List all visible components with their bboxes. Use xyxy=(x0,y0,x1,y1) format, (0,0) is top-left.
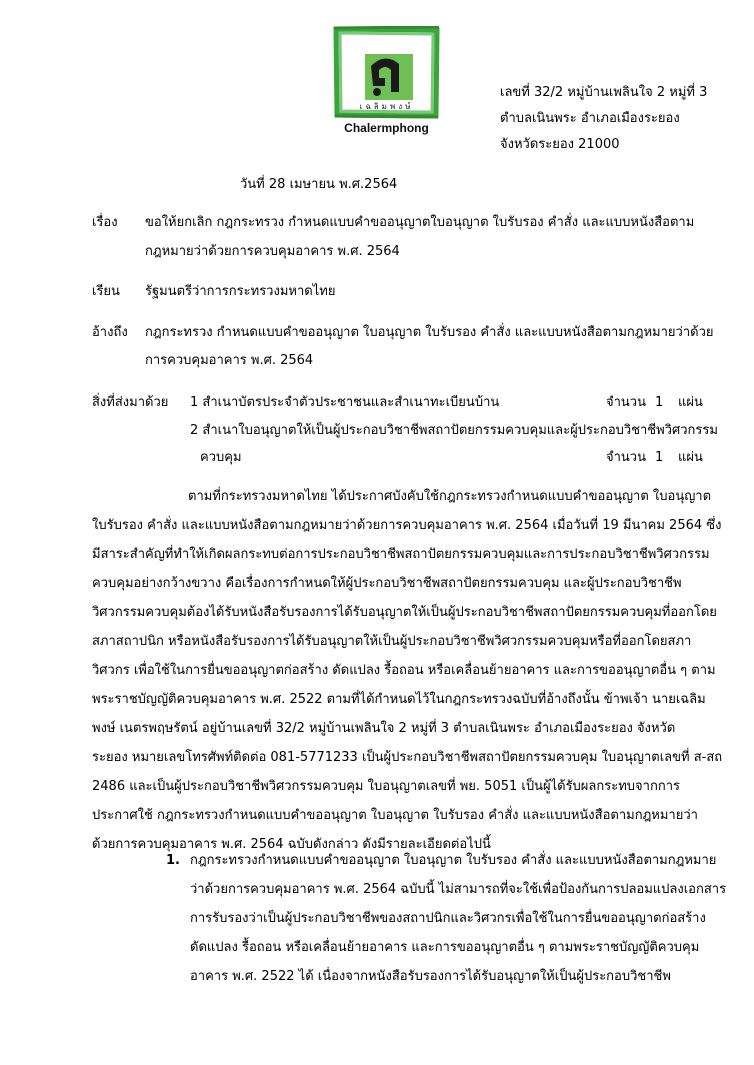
body-line: มีสาระสำคัญที่ทำให้เกิดผลกระทบต่อการประกอบวิชาชีพสถาปัตยกรรมควบคุมและการประกอบวิชาชีพวิศวกรรม xyxy=(92,547,710,562)
subject-line-2: กฎหมายว่าด้วยการควบคุมอาคาร พ.ศ. 2564 xyxy=(145,244,400,259)
body-line: 2486 และเป็นผู้ประกอบวิชาชีพวิศวกรรมควบคุม ใบอนุญาตเลขที่ พย. 5051 เป็นผู้ได้รับผลกระทบจากการ xyxy=(92,779,680,794)
body-line: ระยอง หมายเลขโทรศัพท์ติดต่อ 081-5771233 เป็นผู้ประกอบวิชาชีพสถาปัตยกรรมควบคุม ใบอนุญาตเลขที่ ส-สถ xyxy=(92,750,723,765)
enclosure-1-unit: แผ่น xyxy=(678,395,703,410)
item-1-line: การรับรองว่าเป็นผู้ประกอบวิชาชีพของสถาปนิกและวิศวกรเพื่อใช้ในการยื่นขออนุญาตก่อสร้าง xyxy=(190,911,706,926)
sender-address xyxy=(500,80,707,158)
address-line-3: จังหวัดระยอง 21000 xyxy=(500,137,620,152)
item-1-text xyxy=(190,846,727,991)
address-line-2: ตำบลเนินพระ อำเภอเมืองระยอง xyxy=(500,111,680,126)
logo-emblem xyxy=(333,26,440,135)
addressee-label: เรียน xyxy=(92,284,120,299)
letter-date: วันที่ 28 เมษายน พ.ศ.2564 xyxy=(240,177,398,192)
body-line: ควบคุมอย่างกว้างขวาง คือเรื่องการกำหนดให้ผู้ประกอบวิชาชีพสถาปัตยกรรมควบคุม และผู้ประกอบวิชาชีพ xyxy=(92,576,682,591)
enclosure-2-qty-label: จำนวน xyxy=(606,450,646,465)
enclosure-item-1: 1 สำเนาบัตรประจำตัวประชาชนและสำเนาทะเบียนบ้าน xyxy=(190,395,500,410)
enclosure-2-qty: 1 xyxy=(655,450,664,465)
reference-line-2: การควบคุมอาคาร พ.ศ. 2564 xyxy=(145,353,314,368)
enclosure-item-2: 2 สำเนาใบอนุญาตให้เป็นผู้ประกอบวิชาชีพสถาปัตยกรรมควบคุมและผู้ประกอบวิชาชีพวิศวกรรม xyxy=(190,423,718,438)
body-line: ตามที่กระทรวงมหาดไทย ได้ประกาศบังคับใช้กฎกระทรวงกำหนดแบบคำขออนุญาต ใบอนุญาต xyxy=(188,489,712,504)
subject-line-1: ขอให้ยกเลิก กฎกระทรวง กำหนดแบบคำขออนุญาตใบอนุญาต ใบรับรอง คำสั่ง และแบบหนังสือตาม xyxy=(145,215,695,230)
body-line: ด้วยการควบคุมอาคาร พ.ศ. 2564 ฉบับดังกล่าว ดังมีรายละเอียดต่อไปนี้ xyxy=(92,837,491,852)
item-1-number: 1. xyxy=(166,853,180,868)
logo-emblem-text: เฉลิมพงษ์ xyxy=(359,102,414,111)
reference-line-1: กฎกระทรวง กำหนดแบบคำขออนุญาต ใบอนุญาต ใบรับรอง คำสั่ง และแบบหนังสือตามกฎหมายว่าด้วย xyxy=(145,325,714,340)
body-line: ใบรับรอง คำสั่ง และแบบหนังสือตามกฎหมายว่าด้วยการควบคุมอาคาร พ.ศ. 2564 เมื่อวันที่ 19 มีนาคม 2564 ซึ่ง xyxy=(92,518,722,533)
body-paragraph xyxy=(92,482,723,859)
item-1-line: กฎกระทรวงกำหนดแบบคำขออนุญาต ใบอนุญาต ใบรับรอง คำสั่ง และแบบหนังสือตามกฎหมาย xyxy=(190,853,717,868)
body-line: วิศวกร เพื่อใช้ในการยื่นขออนุญาตก่อสร้าง ดัดแปลง รื้อถอน หรือเคลื่อนย้ายอาคาร และการขออนุญาตอื่น ๆ ตาม xyxy=(92,663,716,678)
address-line-1: เลขที่ 32/2 หมู่บ้านเพลินใจ 2 หมู่ที่ 3 xyxy=(500,85,708,100)
body-line: วิศวกรรมควบคุมต้องได้รับหนังสือรับรองการได้รับอนุญาตให้เป็นผู้ประกอบวิชาชีพสถาปัตยกรรมควบคุมที่ออกโดย xyxy=(92,605,717,620)
body-line: พงษ์ เนตรพฤษรัตน์ อยู่บ้านเลขที่ 32/2 หมู่บ้านเพลินใจ 2 หมู่ที่ 3 ตำบลเนินพระ อำเภอเมืองระยอง จังหวัด xyxy=(92,721,676,736)
addressee-text: รัฐมนตรีว่าการกระทรวงมหาดไทย xyxy=(145,284,336,299)
reference-label: อ้างถึง xyxy=(92,325,128,340)
chalermphong-logo xyxy=(333,26,440,135)
item-1-line: อาคาร พ.ศ. 2522 ได้ เนื่องจากหนังสือรับรองการได้รับอนุญาตให้เป็นผู้ประกอบวิชาชีพ xyxy=(190,969,671,984)
enclosure-1-qty-label: จำนวน xyxy=(606,395,646,410)
enclosure-1-qty: 1 xyxy=(655,395,664,410)
enclosure-2-unit: แผ่น xyxy=(678,450,703,465)
body-line: สภาสถาปนิก หรือหนังสือรับรองการได้รับอนุญาตให้เป็นผู้ประกอบวิชาชีพวิศวกรรมควบคุมหรือที่ออกโดยสภา xyxy=(92,634,692,649)
body-line: ประกาศใช้ กฎกระทรวงกำหนดแบบคำขออนุญาต ใบอนุญาต ใบรับรอง คำสั่ง และแบบหนังสือตามกฎหมายว่า xyxy=(92,808,698,823)
item-1-line: ดัดแปลง รื้อถอน หรือเคลื่อนย้ายอาคาร และการขออนุญาตอื่น ๆ ตามพระราชบัญญัติควบคุม xyxy=(190,940,700,955)
logo-name: Chalermphong xyxy=(344,121,429,135)
subject-label: เรื่อง xyxy=(92,215,118,230)
body-line: พระราชบัญญัติควบคุมอาคาร พ.ศ. 2522 ตามที่ได้กำหนดไว้ในกฎกระทรวงฉบับที่อ้างถึงนั้น ข้าพเจ้า นายเฉลิม xyxy=(92,692,706,707)
enclosure-item-2-cont: ควบคุม xyxy=(200,450,242,465)
item-1-line: ว่าด้วยการควบคุมอาคาร พ.ศ. 2564 ฉบับนี้ ไม่สามารถที่จะใช้เพื่อป้องกันการปลอมแปลงเอกสาร xyxy=(190,882,727,897)
enclosures-label: สิ่งที่ส่งมาด้วย xyxy=(92,395,169,410)
